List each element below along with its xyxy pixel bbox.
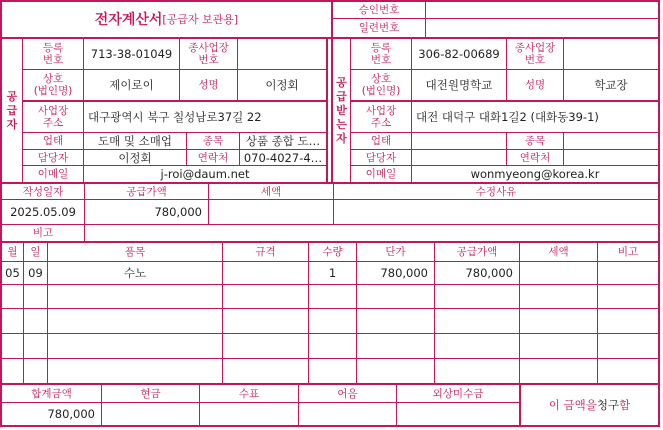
buyer-address: 대전 대덕구 대화1길2 (대화동39-1)	[416, 110, 599, 124]
item-note	[598, 262, 658, 284]
supplier-biz-item-label: 종목	[202, 135, 224, 147]
supplier-address: 대구광역시 북구 칠성남로37길 22	[88, 110, 262, 124]
buyer-manager-label: 담당자	[365, 151, 397, 164]
credit-label: 외상미수금	[432, 387, 484, 400]
buyer-side-char: 공	[336, 75, 347, 89]
supplier-email-label: 이메일	[37, 168, 69, 180]
supplier-ceo-label: 성명	[198, 79, 219, 91]
supplier-biz-type: 도매 및 소매업	[98, 134, 172, 148]
item-day: 09	[28, 266, 43, 280]
buyer-ceo-label: 성명	[524, 79, 546, 91]
supplier-manager-label: 담당자	[37, 151, 69, 164]
buyer-email-label: 이메일	[365, 168, 397, 180]
supplier-side-char: 공	[6, 89, 18, 103]
revision-reason	[334, 200, 658, 224]
invoice-title	[2, 2, 331, 37]
col-note-header: 비고	[617, 246, 639, 258]
total-amount: 780,000	[47, 407, 95, 421]
buyer-reg-no-label: 등록 번호	[370, 42, 392, 66]
buyer-email: wonmyeong@korea.kr	[470, 167, 600, 181]
col-supply-header: 공급가액	[456, 246, 498, 258]
buyer-biz-type	[412, 133, 506, 149]
supplier-branch-no-label: 종사업장 번호	[188, 42, 229, 66]
buyer-manager	[412, 150, 506, 165]
approval-number-label: 승인번호	[358, 4, 400, 16]
item-supply: 780,000	[465, 266, 513, 280]
invoice-title-sub: [공급자 보관용]	[162, 12, 239, 26]
remarks-label: 비고	[32, 227, 54, 239]
item-spec	[223, 262, 308, 284]
col-month-header: 월	[7, 246, 18, 258]
col-spec-header: 규격	[255, 246, 276, 258]
claim-word: 청구	[596, 398, 620, 412]
item-qty: 1	[328, 266, 337, 280]
buyer-side-char: 자	[336, 131, 347, 145]
remarks	[85, 225, 658, 241]
rule	[326, 37, 328, 183]
check-amount	[200, 403, 298, 425]
item-name: 수노	[123, 266, 147, 280]
supplier-manager: 이정회	[118, 150, 152, 165]
supplier-address-label: 사업장 주소	[37, 105, 69, 129]
supplier-branch-no	[238, 39, 326, 69]
buyer-branch-no	[564, 39, 658, 69]
col-tax-header: 세액	[548, 246, 569, 258]
rule	[0, 358, 660, 359]
issue-date-label: 작성일자	[22, 185, 64, 198]
col-day-header: 일	[30, 246, 41, 258]
supplier-reg-no: 713-38-01049	[90, 47, 173, 61]
col-price-header: 단가	[385, 246, 406, 258]
buyer-phone-label: 연락처	[519, 151, 551, 164]
item-tax	[520, 262, 597, 284]
rule	[0, 333, 660, 334]
supplier-side-label	[2, 39, 22, 182]
issue-date: 2025.05.09	[10, 205, 76, 219]
buyer-side-label	[333, 39, 350, 182]
buyer-biz-item	[564, 133, 658, 149]
supplier-reg-no-label: 등록 번호	[42, 42, 64, 66]
item-price: 780,000	[380, 266, 428, 280]
supplier-company-label: 상호 (법인명)	[33, 73, 73, 97]
col-item-header: 품목	[124, 246, 146, 258]
supplier-biz-type-label: 업태	[42, 135, 64, 147]
serial-number-value	[426, 19, 658, 37]
supplier-phone: 070-4027-4…	[243, 150, 323, 165]
buyer-ceo: 학교장	[594, 78, 628, 92]
cash-label: 현금	[140, 387, 161, 400]
serial-number-label: 일련번호	[358, 22, 400, 34]
buyer-reg-no: 306-82-00689	[418, 47, 500, 61]
supplier-email: j-roi@daum.net	[160, 167, 250, 181]
buyer-side-char: 급	[336, 89, 347, 103]
bill-label: 어음	[337, 387, 358, 400]
revision-reason-label: 수정사유	[475, 185, 517, 198]
buyer-side-char: 받	[336, 103, 347, 117]
buyer-branch-no-label: 종사업장 번호	[514, 42, 556, 66]
claim-suffix: 함	[619, 398, 631, 412]
tax-amount	[209, 200, 333, 224]
buyer-biz-item-label: 종목	[524, 135, 546, 147]
supplier-ceo: 이정회	[265, 78, 299, 92]
rule	[0, 284, 660, 285]
supplier-side-char: 급	[6, 103, 18, 117]
buyer-company: 대전원명학교	[425, 78, 493, 92]
buyer-biz-type-label: 업태	[370, 135, 392, 147]
cash-amount	[102, 403, 199, 425]
total-amount-label: 합계금액	[31, 387, 72, 400]
supplier-biz-item: 상품 종합 도…	[245, 134, 321, 148]
supply-amount-label: 공급가액	[126, 185, 167, 198]
credit-amount	[397, 403, 519, 425]
item-month: 05	[5, 266, 20, 280]
invoice-title-main: 전자계산서	[94, 11, 163, 28]
rule	[0, 308, 660, 309]
col-qty-header: 수량	[322, 246, 343, 258]
buyer-side-char: 는	[336, 117, 347, 131]
claim-statement	[521, 385, 658, 425]
buyer-company-label: 상호 (법인명)	[361, 73, 401, 97]
buyer-phone	[564, 150, 658, 165]
supplier-phone-label: 연락처	[197, 151, 229, 164]
bill-amount	[299, 403, 396, 425]
supplier-side-char: 자	[6, 117, 18, 131]
check-label: 수표	[238, 387, 260, 400]
approval-number-value	[426, 2, 658, 18]
buyer-address-label: 사업장 주소	[365, 105, 397, 129]
claim-prefix: 이 금액을	[548, 398, 597, 412]
supplier-company: 제이로이	[109, 78, 154, 92]
supply-amount: 780,000	[154, 205, 202, 219]
tax-amount-label: 세액	[260, 185, 282, 198]
